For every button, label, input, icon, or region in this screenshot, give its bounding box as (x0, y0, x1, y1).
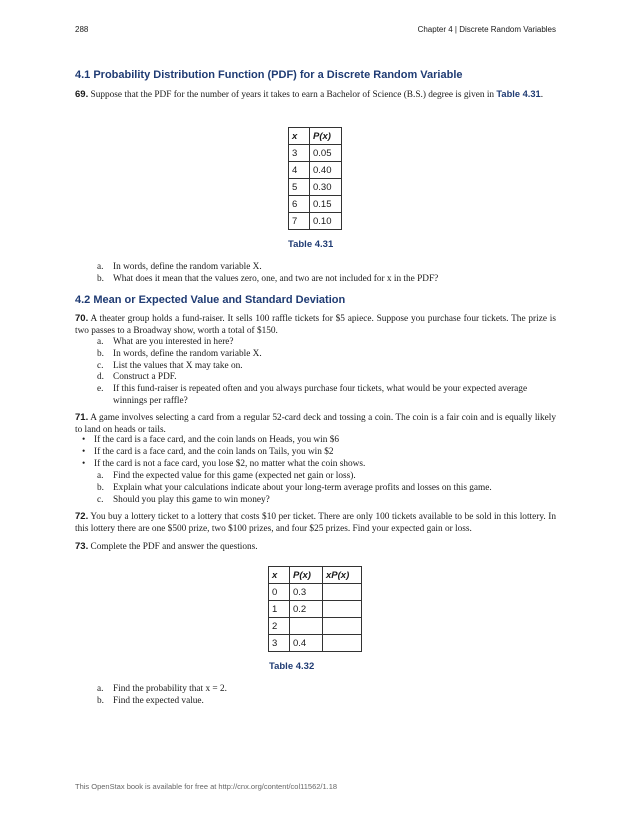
list-marker: b. (97, 273, 104, 284)
table-4-31-link[interactable]: Table 4.31 (496, 89, 541, 99)
list-text: Find the expected value. (113, 695, 204, 706)
table-header: P(x) (310, 128, 342, 145)
table-cell: 0.4 (290, 635, 323, 652)
exercise-text: Suppose that the PDF for the number of years it takes to earn a Bachelor of Science (B.S.) degree is given in (90, 90, 495, 100)
section-title-4-1: 4.1 Probability Distribution Function (PDF) for a Discrete Random Variable (75, 69, 463, 81)
table-header: xP(x) (323, 567, 362, 584)
table-cell: 7 (289, 213, 310, 230)
list-text: Construct a PDF. (113, 372, 177, 383)
table-cell: 1 (269, 601, 290, 618)
table-row (289, 213, 342, 230)
list-marker: c. (97, 360, 104, 371)
table-cell: 3 (269, 635, 290, 652)
table-caption: Table 4.31 (288, 239, 334, 250)
table-cell: 3 (289, 145, 310, 162)
table-header: x (289, 128, 310, 145)
table-cell (323, 618, 362, 635)
list-marker: a. (97, 337, 104, 347)
list-text: List the values that X may take on. (113, 360, 243, 371)
table-row (269, 601, 362, 618)
exercise-69 (75, 89, 556, 102)
list-marker: e. (97, 384, 104, 395)
table-cell: 6 (289, 196, 310, 213)
exercise-text: A theater group holds a fund-raiser. It sells 100 raffle tickets for $5 apiece. Suppose you purchase four tickets. The prize is two passes to a Broadway show, worth a total of $150. (75, 314, 556, 336)
table-cell: 0.3 (290, 584, 323, 601)
list-item (97, 471, 556, 483)
exercise-text: You buy a lottery ticket to a lottery that costs $10 per ticket. There are only 100 tickets available to be sold in this lottery. In this lottery there are one $500 prize, two $100 prizes, and four $25 prizes. Find your expected gain or loss. (75, 512, 556, 534)
list-marker: a. (97, 262, 104, 272)
table-row (269, 618, 362, 635)
list-item (97, 684, 556, 696)
list-item (97, 384, 556, 408)
table-cell (323, 584, 362, 601)
list-marker: a. (97, 684, 104, 694)
table-cell: 0.10 (310, 213, 342, 230)
list-item (97, 495, 556, 507)
footer-note: This OpenStax book is available for free at http://cnx.org/content/col11562/1.18 (75, 782, 338, 791)
pdf-table-4-31 (288, 127, 342, 230)
exercise-number: 71. (75, 412, 89, 423)
exercise-73 (75, 541, 556, 554)
list-text: What are you interested in here? (113, 337, 234, 347)
table-cell: 0.40 (310, 162, 342, 179)
list-marker: a. (97, 471, 104, 481)
list-item (82, 435, 556, 447)
table-cell: 0 (269, 584, 290, 601)
table-cell: 0.30 (310, 179, 342, 196)
list-text: Explain what your calculations indicate about your long-term average profits and losses on this game. (113, 482, 492, 493)
list-marker: b. (97, 348, 104, 359)
exercise-72 (75, 511, 556, 536)
list-marker: c. (97, 494, 104, 505)
list-item (82, 447, 556, 459)
list-item (97, 337, 556, 349)
table-header: P(x) (290, 567, 323, 584)
bullet-marker: • (82, 446, 86, 457)
exercise-number: 72. (75, 511, 89, 522)
section-title-4-2: 4.2 Mean or Expected Value and Standard Deviation (75, 294, 346, 306)
exercise-number: 69. (75, 89, 89, 100)
exercise-number: 70. (75, 313, 89, 324)
list-item (97, 262, 556, 274)
table-cell: 5 (289, 179, 310, 196)
punctuation: . (540, 90, 544, 100)
list-item (97, 372, 556, 384)
list-marker: b. (97, 695, 104, 706)
bullet-marker: • (82, 458, 86, 469)
table-cell: 4 (289, 162, 310, 179)
list-text: In words, define the random variable X. (113, 262, 262, 272)
pdf-table-4-32 (268, 566, 362, 652)
list-marker: b. (97, 482, 104, 493)
exercise-70 (75, 313, 556, 338)
list-item (97, 274, 556, 286)
list-text: If the card is a face card, and the coin lands on Heads, you win $6 (94, 435, 339, 445)
exercise-71-bullets (82, 435, 556, 470)
list-text: If the card is a face card, and the coin lands on Tails, you win $2 (94, 446, 334, 457)
table-caption: Table 4.32 (269, 661, 315, 672)
table-row (269, 584, 362, 601)
exercise-69-parts (97, 262, 556, 286)
table-cell: 0.05 (310, 145, 342, 162)
table-cell (323, 635, 362, 652)
exercise-70-parts (97, 337, 556, 408)
table-row (289, 162, 342, 179)
list-item (97, 696, 556, 708)
list-text: If the card is not a face card, you lose $2, no matter what the coin shows. (94, 458, 366, 469)
table-cell (323, 601, 362, 618)
list-item (97, 349, 556, 361)
table-cell (290, 618, 323, 635)
exercise-text: Complete the PDF and answer the questions. (90, 542, 258, 552)
exercise-number: 73. (75, 541, 89, 552)
list-item (82, 459, 556, 471)
table-row (289, 196, 342, 213)
list-item (97, 361, 556, 373)
table-cell: 0.2 (290, 601, 323, 618)
table-header: x (269, 567, 290, 584)
exercise-text: A game involves selecting a card from a regular 52-card deck and tossing a coin. The coin is a fair coin and is equally likely to land on heads or tails. (75, 413, 557, 435)
list-item (97, 483, 556, 495)
list-text: In words, define the random variable X. (113, 348, 262, 359)
list-marker: d. (97, 372, 104, 383)
table-row (289, 145, 342, 162)
table-cell: 2 (269, 618, 290, 635)
bullet-marker: • (82, 435, 86, 445)
list-text: If this fund-raiser is repeated often and you always purchase four tickets, what would be your expected average winnings per raffle? (113, 384, 528, 406)
exercise-71-parts (97, 471, 556, 506)
chapter-header: Chapter 4 | Discrete Random Variables (417, 25, 556, 34)
list-text: Should you play this game to win money? (113, 494, 270, 505)
exercise-71 (75, 412, 556, 437)
table-row (289, 179, 342, 196)
list-text: Find the expected value for this game (expected net gain or loss). (113, 471, 356, 481)
list-text: What does it mean that the values zero, one, and two are not included for x in the PDF? (113, 273, 439, 284)
list-text: Find the probability that x = 2. (113, 684, 227, 694)
table-cell: 0.15 (310, 196, 342, 213)
exercise-73-parts (97, 684, 556, 708)
page-number: 288 (75, 25, 89, 34)
table-row (269, 635, 362, 652)
